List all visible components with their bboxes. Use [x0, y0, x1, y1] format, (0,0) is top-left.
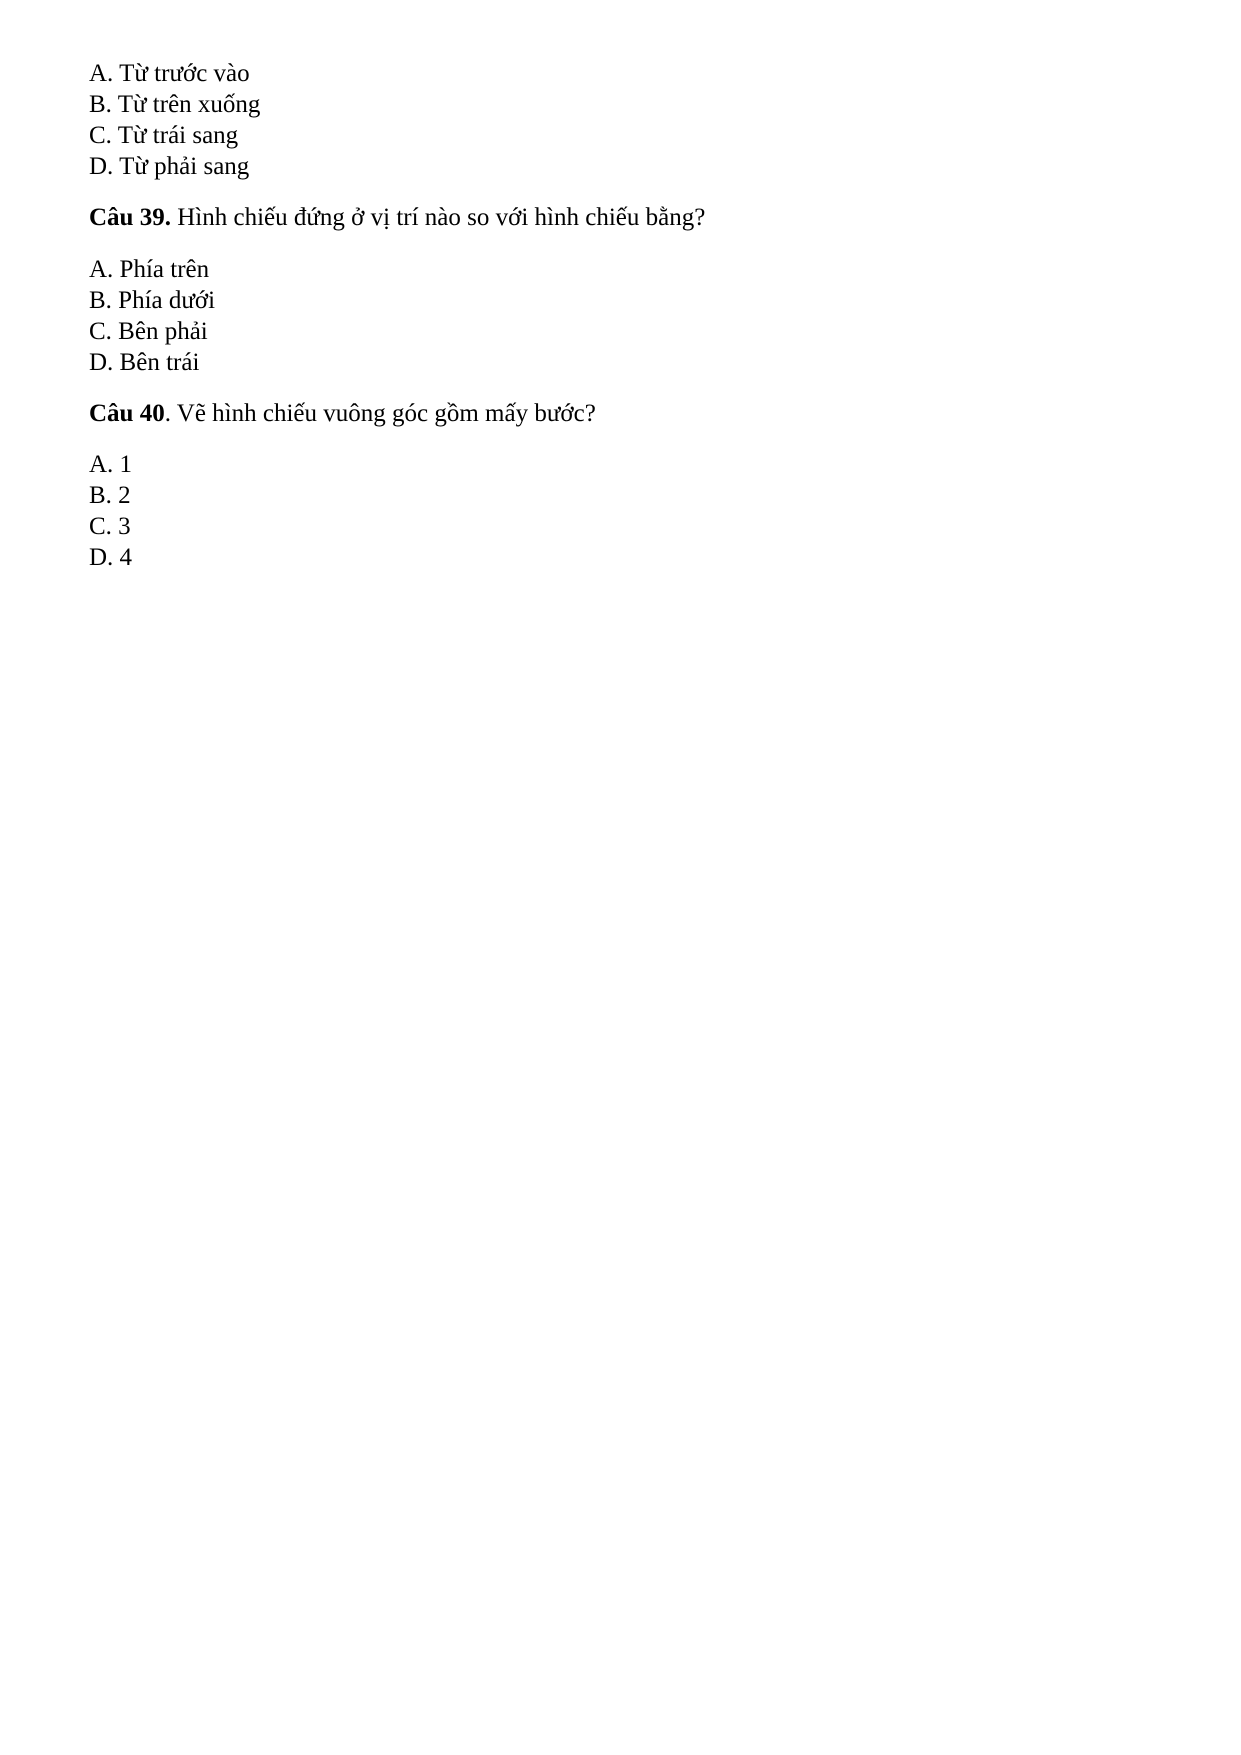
prev-option-c: C. Từ trái sang — [89, 122, 239, 149]
prev-option-d: D. Từ phải sang — [89, 153, 250, 180]
q39-option-a: A. Phía trên — [89, 256, 210, 283]
q40-option-d: D. 4 — [89, 544, 133, 571]
question-40-number: Câu 40 — [89, 400, 165, 427]
q40-option-c: C. 3 — [89, 513, 131, 540]
prev-option-a: A. Từ trước vào — [89, 60, 250, 87]
q39-option-c: C. Bên phải — [89, 318, 208, 345]
q40-option-a: A. 1 — [89, 451, 133, 478]
question-39 — [89, 203, 705, 233]
question-40-text: . Vẽ hình chiếu vuông góc gồm mấy bước? — [164, 400, 596, 427]
prev-option-b: B. Từ trên xuống — [89, 91, 261, 118]
question-40 — [89, 399, 596, 429]
question-39-text: Hình chiếu đứng ở vị trí nào so với hình chiếu bằng? — [170, 204, 706, 231]
q40-option-b: B. 2 — [89, 482, 131, 509]
q39-option-d: D. Bên trái — [89, 349, 200, 376]
q39-option-b: B. Phía dưới — [89, 287, 216, 314]
question-39-number: Câu 39. — [89, 204, 171, 231]
